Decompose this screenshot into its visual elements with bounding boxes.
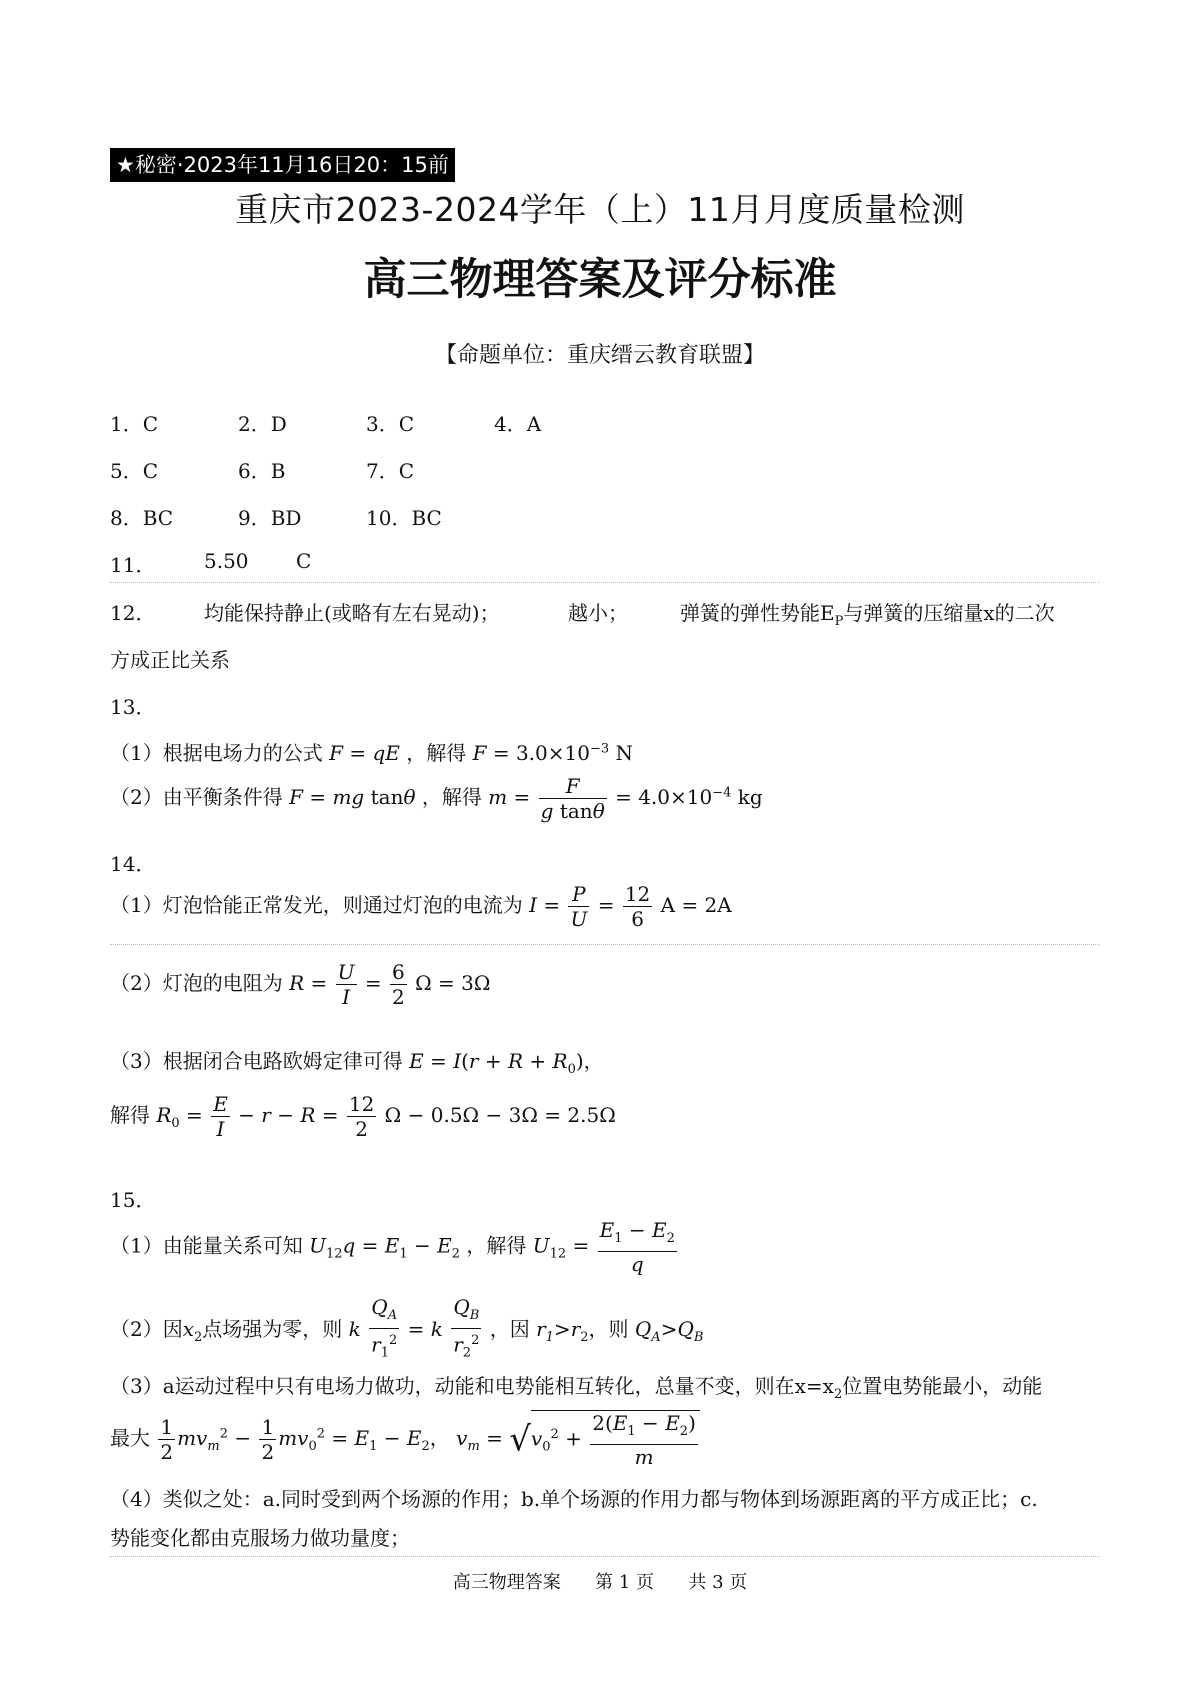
q15-part-3-line-1: （3）a运动过程中只有电场力做功，动能和电势能相互转化，总量不变，则在$x=x_2$位置电势能最小，动能 xyxy=(110,1374,1043,1402)
q11-answer-1: 5.50 xyxy=(204,549,249,573)
q15-part-4-line-1: （4）类似之处：a.同时受到两个场源的作用；b.单个场源的作用力都与物体到场源距离的平方成正比；c. xyxy=(110,1487,1038,1511)
q13-number: 13． xyxy=(110,695,156,719)
footer-subject: 高三物理答案 xyxy=(452,1572,561,1593)
author-unit: 【命题单位：重庆缙云教育联盟】 xyxy=(434,343,765,368)
q12-answer-3-continued: 方成正比关系 xyxy=(110,648,230,672)
answer-10: 10．BC xyxy=(366,506,442,530)
q15-part-4-line-2: 势能变化都由克服场力做功量度； xyxy=(110,1526,410,1550)
q14-part-3-solution: 解得 $R_0$ = $\frac{E}{I}$ − r − R = $\frac{12}{2}$ Ω − 0.5Ω − 3Ω = 2.5Ω xyxy=(110,1092,616,1141)
q12-answer-1: 均能保持静止(或略有左右晃动)； xyxy=(204,601,500,625)
divider xyxy=(110,582,1100,583)
divider xyxy=(110,1556,1100,1557)
q14-number: 14． xyxy=(110,852,156,876)
q12-answer-2: 越小； xyxy=(568,601,628,625)
q15-part-3-line-2: 最大 $\frac{1}{2}$ $mv_m^2$ − $\frac{1}{2}$ $mv_0^2 = E_1 - E_2$， $v_m = √v_0^2$ + $\frac{2(E_1 - E_2)}{m}$ xyxy=(110,1410,700,1469)
q12-answer-3: 弹簧的弹性势能$E_P$与弹簧的压缩量x的二次 xyxy=(680,601,1055,629)
answer-4: 4．A xyxy=(494,412,542,436)
q15-number: 15． xyxy=(110,1188,156,1212)
answer-6: 6．B xyxy=(238,459,286,483)
q12-number: 12． xyxy=(110,601,156,625)
answer-9: 9．BD xyxy=(238,506,302,530)
q11-answer-2: C xyxy=(296,549,312,573)
page-footer xyxy=(0,1568,1200,1594)
footer-page-number: 第 1 页 xyxy=(595,1572,654,1593)
divider xyxy=(110,944,1100,945)
q11-number: 11． xyxy=(110,553,156,577)
answer-3: 3．C xyxy=(366,412,415,436)
answer-7: 7．C xyxy=(366,459,415,483)
q14-part-2: （2）灯泡的电阻为 R = $\frac{U}{I}$ = $\frac{6}{2}$ Ω = 3Ω xyxy=(110,960,491,1009)
q13-part-2: （2）由平衡条件得 F = mg tanθ ，解得 m = $\frac{F}{\text{g tanθ}}$ = $4.0\times 10^{-4}$ kg xyxy=(110,774,763,823)
footer-total-pages: 共 3 页 xyxy=(688,1572,748,1593)
secret-banner: ★秘密·2023年11月16日20：15前 xyxy=(110,148,455,182)
answer-1: 1．C xyxy=(110,412,159,436)
q15-part-2: （2）因$x_2$点场强为零，则 k $\frac{Q_A}{r_1^2}$ = k $\frac{Q_B}{r_2^2}$ ，因 $r_1>r_2$，则 $Q_A>Q_B$ xyxy=(110,1295,704,1361)
q15-part-1: （1）由能量关系可知 $U_{12}q = E_1 - E_2$ ，解得 $U_{12}$ = $\frac{E_1 - E_2}{q}$ xyxy=(110,1218,675,1276)
answer-2: 2．D xyxy=(238,412,287,436)
answer-8: 8．BC xyxy=(110,506,174,530)
q14-part-3: （3）根据闭合电路欧姆定律可得 $E = I(r + R + R_0)$， xyxy=(110,1049,604,1077)
page-title: 高三物理答案及评分标准 xyxy=(363,255,837,305)
q13-part-1: （1）根据电场力的公式 F = qE ，解得 $F = 3.0\times 10^{-3}$ N xyxy=(110,741,634,765)
answer-5: 5．C xyxy=(110,459,159,483)
q14-part-1: （1）灯泡恰能正常发光，则通过灯泡的电流为 I = $\frac{P}{U}$ = $\frac{12}{6}$ A = 2A xyxy=(110,882,732,931)
exam-title: 重庆市2023-2024学年（上）11月月度质量检测 xyxy=(235,190,965,229)
